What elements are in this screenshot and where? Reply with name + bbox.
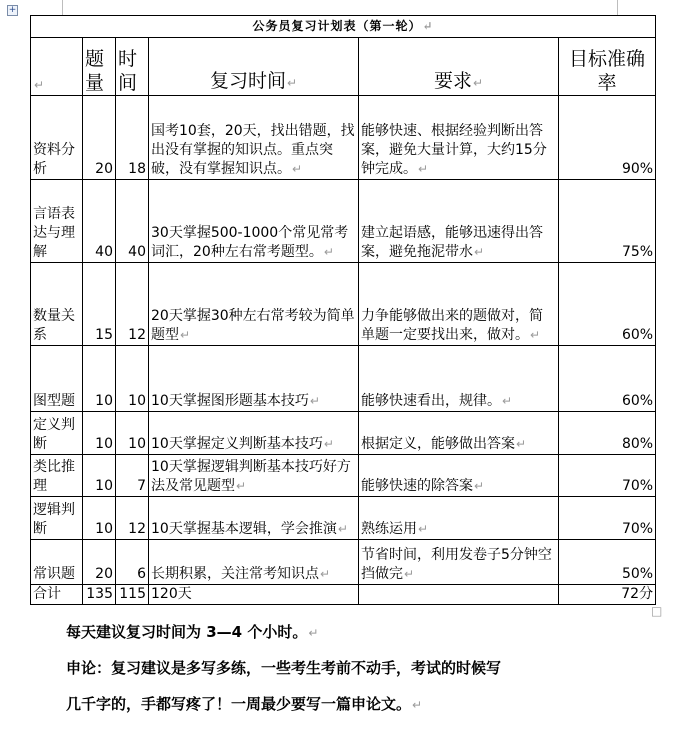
subject-cell: 定义判断 [31,412,83,455]
subject-cell: 资料分析 [31,96,83,180]
plan-cell: 10天掌握基本逻辑，学会推演↵ [149,497,359,540]
time-cell: 12 [116,263,149,346]
essay-advice-line-1: 申论：复习建议是多写多练，一些考生考前不动手，考试的时候写 [66,659,502,677]
table-move-handle-icon[interactable]: + [8,5,17,15]
table-row [31,455,656,497]
requirement-cell: 熟练运用↵ [359,497,559,540]
requirement-cell: 能够快速看出，规律。↵ [359,346,559,412]
plan-cell: 30天掌握500-1000个常见常考词汇，20种左右常考题型。↵ [149,180,359,263]
target-cell: 50% [559,540,656,585]
subject-cell: 言语表达与理解 [31,180,83,263]
count-cell: 15 [83,263,116,346]
header-requirement: 要求↵ [359,38,559,96]
plan-cell: 10天掌握图形题基本技巧↵ [149,346,359,412]
plan-cell: 20天掌握30种左右常考较为简单题型↵ [149,263,359,346]
margin-marker-left [62,0,63,16]
target-cell: 60% [559,346,656,412]
requirement-cell: 节省时间，利用发卷子5分钟空挡做完↵ [359,540,559,585]
subject-cell: 常识题 [31,540,83,585]
plan-cell: 长期积累，关注常考知识点↵ [149,540,359,585]
table-title-row [31,16,656,38]
target-cell: 90% [559,96,656,180]
target-cell: 70% [559,455,656,497]
count-cell: 40 [83,180,116,263]
table-row [31,497,656,540]
target-cell: 70% [559,497,656,540]
total-label-cell: 合计 [31,585,83,605]
total-time-cell: 115 [116,585,149,605]
target-cell: 60% [559,263,656,346]
total-plan-cell: 120天 [149,585,359,605]
total-count-cell: 135 [83,585,116,605]
time-cell: 10 [116,346,149,412]
essay-advice-line-2: 几千字的，手都写疼了！一周最少要写一篇申论文。↵ [66,695,423,713]
header-subject: ↵ [31,38,83,96]
count-cell: 20 [83,540,116,585]
subject-cell: 图型题 [31,346,83,412]
header-plan: 复习时间↵ [149,38,359,96]
time-cell: 18 [116,96,149,180]
total-row [31,585,656,605]
total-target-cell: 72分 [559,585,656,605]
count-cell: 10 [83,455,116,497]
header-row [31,38,656,96]
subject-cell: 逻辑判断 [31,497,83,540]
table-row [31,180,656,263]
daily-advice-paragraph: 每天建议复习时间为 3—4 个小时。↵ [66,623,319,641]
count-cell: 10 [83,346,116,412]
table-row [31,412,656,455]
header-time: 时间 [116,38,149,96]
subject-cell: 数量关系 [31,263,83,346]
requirement-cell: 建立起语感，能够迅速得出答案，避免拖泥带水↵ [359,180,559,263]
time-cell: 6 [116,540,149,585]
header-count: 题量 [83,38,116,96]
requirement-cell: 能够快速、根据经验判断出答案，避免大量计算，大约15分钟完成。↵ [359,96,559,180]
plan-cell: 10天掌握定义判断基本技巧↵ [149,412,359,455]
subject-cell: 类比推理 [31,455,83,497]
time-cell: 7 [116,455,149,497]
requirement-cell: 力争能够做出来的题做对，简单题一定要找出来，做对。↵ [359,263,559,346]
table-title: 公务员复习计划表（第一轮）↵ [31,16,656,38]
time-cell: 12 [116,497,149,540]
time-cell: 10 [116,412,149,455]
count-cell: 20 [83,96,116,180]
total-requirement-cell [359,585,559,605]
margin-marker-right [617,0,618,16]
table-row [31,96,656,180]
count-cell: 10 [83,497,116,540]
count-cell: 10 [83,412,116,455]
end-of-cell-mark: □ [651,604,663,618]
requirement-cell: 能够快速的除答案↵ [359,455,559,497]
plan-cell: 10天掌握逻辑判断基本技巧好方法及常见题型↵ [149,455,359,497]
time-cell: 40 [116,180,149,263]
table-row [31,263,656,346]
header-target: 目标准确率 [559,38,656,96]
target-cell: 80% [559,412,656,455]
plan-cell: 国考10套，20天，找出错题，找出没有掌握的知识点。重点突破，没有掌握知识点。↵ [149,96,359,180]
study-plan-table [30,15,656,605]
table-row [31,540,656,585]
table-row [31,346,656,412]
requirement-cell: 根据定义，能够做出答案↵ [359,412,559,455]
target-cell: 75% [559,180,656,263]
